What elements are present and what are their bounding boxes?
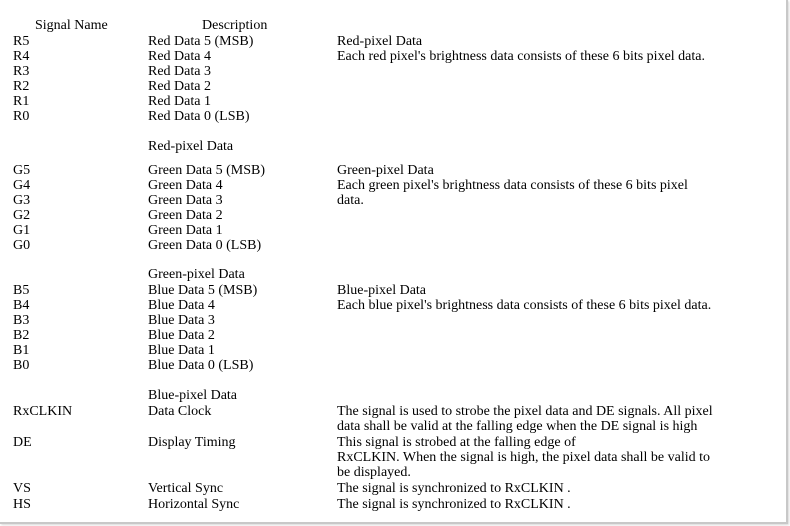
desc-g1: Green Data 1 — [148, 223, 223, 238]
signal-r0: R0 — [13, 109, 30, 124]
signal-g2: G2 — [13, 208, 31, 223]
signal-g0: G0 — [13, 238, 31, 253]
desc-hs: Horizontal Sync — [148, 497, 240, 512]
signal-b0: B0 — [13, 358, 30, 373]
vs-note: The signal is synchronized to RxCLKIN . — [337, 481, 571, 496]
desc-g4: Green Data 4 — [148, 178, 223, 193]
desc-b1: Blue Data 1 — [148, 343, 215, 358]
green-note-line2: data. — [337, 193, 364, 208]
signal-hs: HS — [13, 497, 31, 512]
signal-r4: R4 — [13, 49, 30, 64]
de-note-line2: RxCLKIN. When the signal is high, the pixel data shall be valid to — [337, 450, 711, 465]
signal-g5: G5 — [13, 163, 31, 178]
signal-b3: B3 — [13, 313, 30, 328]
blue-note-title: Blue-pixel Data — [337, 283, 427, 298]
rxclkin-note-line2: data shall be valid at the falling edge when the DE signal is high — [337, 419, 698, 434]
signal-b2: B2 — [13, 328, 30, 343]
signal-b4: B4 — [13, 298, 30, 313]
green-note-title: Green-pixel Data — [337, 163, 434, 178]
signal-r5: R5 — [13, 34, 30, 49]
desc-g0: Green Data 0 (LSB) — [148, 238, 262, 253]
signal-rxclkin: RxCLKIN — [13, 404, 73, 419]
signal-r1: R1 — [13, 94, 30, 109]
de-note-line3: be displayed. — [337, 465, 411, 480]
header-description: Description — [202, 18, 268, 33]
green-note-line1: Each green pixel's brightness data consists of these 6 bits pixel — [337, 178, 688, 193]
signal-g1: G1 — [13, 223, 31, 238]
desc-g5: Green Data 5 (MSB) — [148, 163, 266, 178]
signal-g3: G3 — [13, 193, 31, 208]
desc-b4: Blue Data 4 — [148, 298, 215, 313]
signal-vs: VS — [13, 481, 31, 496]
desc-b3: Blue Data 3 — [148, 313, 215, 328]
red-group-label: Red-pixel Data — [148, 139, 234, 154]
signal-r3: R3 — [13, 64, 30, 79]
de-note-line1: This signal is strobed at the falling edge of — [337, 435, 576, 450]
desc-rxclkin: Data Clock — [148, 404, 212, 419]
signal-b1: B1 — [13, 343, 30, 358]
red-note-title: Red-pixel Data — [337, 34, 423, 49]
desc-g2: Green Data 2 — [148, 208, 223, 223]
signal-g4: G4 — [13, 178, 31, 193]
desc-vs: Vertical Sync — [148, 481, 224, 496]
desc-g3: Green Data 3 — [148, 193, 223, 208]
blue-note-text: Each blue pixel's brightness data consists of these 6 bits pixel data. — [337, 298, 712, 313]
desc-de: Display Timing — [148, 435, 236, 450]
desc-b5: Blue Data 5 (MSB) — [148, 283, 258, 298]
rxclkin-note-line1: The signal is used to strobe the pixel data and DE signals. All pixel — [337, 404, 713, 419]
red-note-text: Each red pixel's brightness data consists of these 6 bits pixel data. — [337, 49, 705, 64]
desc-r1: Red Data 1 — [148, 94, 211, 109]
signal-de: DE — [13, 435, 32, 450]
green-group-label: Green-pixel Data — [148, 267, 245, 282]
desc-r2: Red Data 2 — [148, 79, 211, 94]
desc-b0: Blue Data 0 (LSB) — [148, 358, 254, 373]
hs-note: The signal is synchronized to RxCLKIN . — [337, 497, 571, 512]
desc-b2: Blue Data 2 — [148, 328, 215, 343]
desc-r4: Red Data 4 — [148, 49, 211, 64]
signal-b5: B5 — [13, 283, 30, 298]
blue-group-label: Blue-pixel Data — [148, 388, 238, 403]
desc-r5: Red Data 5 (MSB) — [148, 34, 254, 49]
signal-r2: R2 — [13, 79, 30, 94]
header-signal-name: Signal Name — [35, 18, 108, 33]
desc-r0: Red Data 0 (LSB) — [148, 109, 250, 124]
desc-r3: Red Data 3 — [148, 64, 211, 79]
